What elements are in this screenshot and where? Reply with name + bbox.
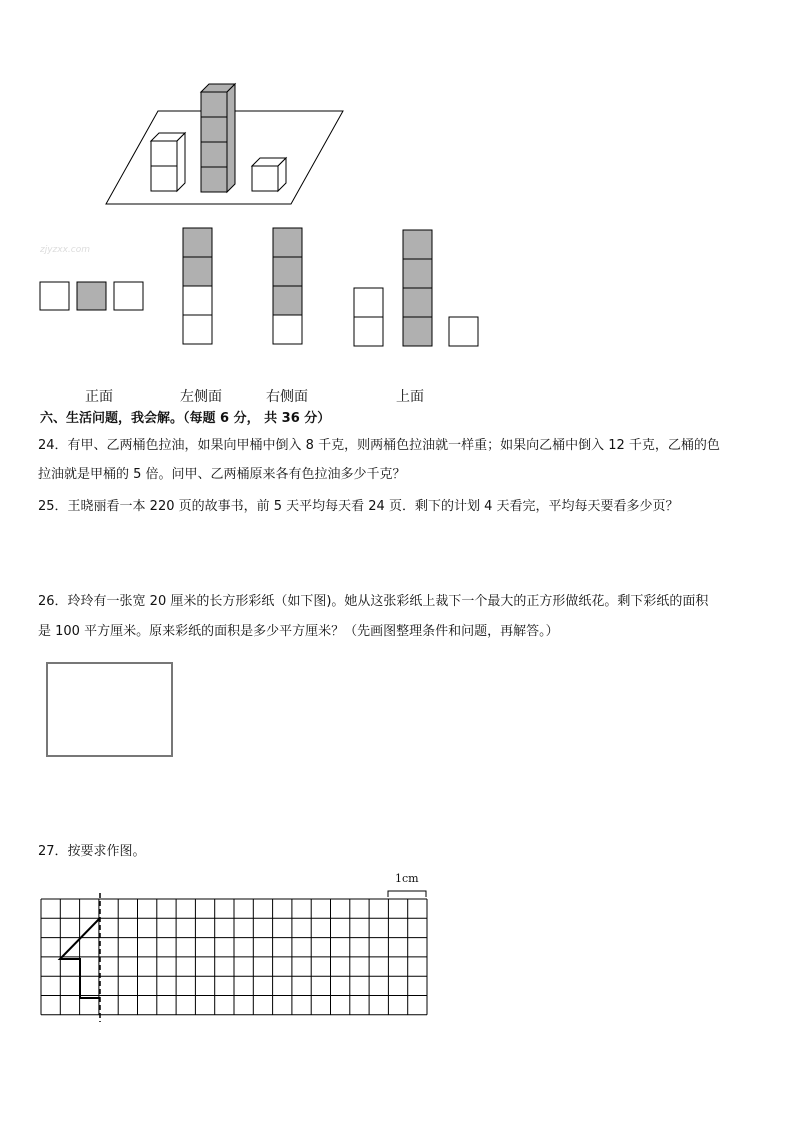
q24-line1: 24．有甲、乙两桶色拉油，如果向甲桶中倒入 8 千克，则两桶色拉油就一样重；如果向乙桶中倒入 12 千克，乙桶的色 (38, 438, 720, 453)
q24-line2: 拉油就是甲桶的 5 倍。问甲、乙两桶原来各有色拉油多少千克？ (38, 467, 406, 482)
watermark: zjyzxx.com (40, 245, 91, 255)
section-heading: 六、生活问题，我会解。（每题 6 分， 共 36 分） (40, 411, 331, 426)
scale-label: 1cm (395, 872, 419, 885)
right-view-label: 右侧面 (266, 389, 308, 405)
q25-line1: 25．王晓丽看一本 220 页的故事书，前 5 天平均每天看 24 页．剩下的计划 4 天看完，平均每天要看多少页？ (38, 499, 679, 514)
q26-line2: 是 100 平方厘米。原来彩纸的面积是多少平方厘米？（先画图整理条件和问题，再解答。） (38, 624, 559, 639)
top-view-label: 上面 (396, 389, 424, 405)
q26-line1: 26．玲玲有一张宽 20 厘米的长方形彩纸（如下图)。她从这张彩纸上裁下一个最大的正方形做纸花。剩下彩纸的面积 (38, 594, 709, 609)
left-view-label: 左侧面 (180, 389, 222, 405)
q27-line1: 27．按要求作图。 (38, 844, 146, 859)
front-view-label: 正面 (85, 389, 113, 405)
scale-bracket (388, 891, 426, 897)
